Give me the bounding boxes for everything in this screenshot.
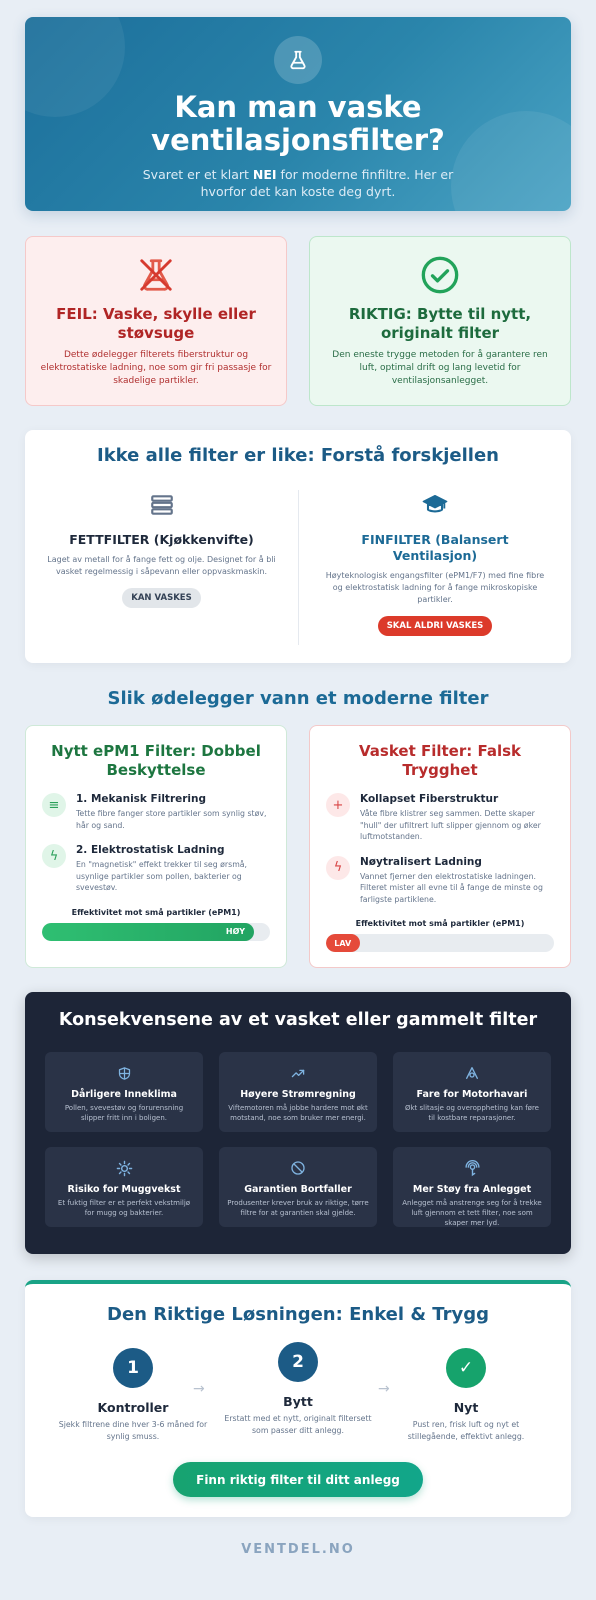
efficiency-label: Effektivitet mot små partikler (ePM1): [71, 907, 241, 917]
new-filter-title: Nytt ePM1 Filter: Dobbel Beskyttelse: [51, 742, 261, 779]
consequence-title: Høyere Strømregning: [240, 1089, 356, 1100]
ban-icon: [227, 1159, 369, 1177]
point-title: 1. Mekanisk Filtrering: [76, 793, 207, 805]
grease-filter-column: [25, 490, 298, 608]
solution-title: Den Riktige Løsningen: Enkel & Trygg: [107, 1304, 489, 1325]
consequence-card: [45, 1147, 203, 1227]
sun-icon: [53, 1159, 195, 1177]
new-filter-card: [25, 725, 287, 968]
list-item: [326, 792, 554, 843]
step-text: Erstatt med et nytt, originalt filtersett som passer ditt anlegg.: [224, 1414, 372, 1435]
filter-types-section: [25, 430, 571, 663]
tap-icon: [401, 1159, 543, 1177]
wrong-method-card: [25, 236, 287, 406]
point-text: Tette fibre fanger store partikler som synlig støv, hår og sand.: [76, 809, 267, 830]
consequences-grid: [45, 1052, 551, 1227]
efficiency-label: Effektivitet mot små partikler (ePM1): [355, 919, 525, 928]
fine-filter-title: FINFILTER (Balansert Ventilasjon): [361, 532, 509, 563]
bolt-icon: ϟ: [42, 844, 66, 868]
fine-filter-column: [298, 490, 571, 645]
can-wash-badge: KAN VASKES: [122, 588, 200, 608]
crossed-flask-icon: [136, 255, 176, 295]
point-text: En "magnetisk" effekt trekker til seg ørsmå, usynlige partikler som pollen, bakterier og svevestøv.: [76, 860, 248, 892]
wrong-text: Dette ødelegger filterets fiberstruktur og elektrostatiske ladning, noe som gir fri passasje for skadelige partikler.: [40, 350, 272, 386]
consequence-title: Garantien Bortfaller: [244, 1184, 352, 1195]
arrow-icon: →: [193, 1381, 205, 1397]
efficiency-fill-low: LAV: [326, 934, 360, 952]
consequence-text: Viftemotoren må jobbe hardere mot økt motstand, noe som bruker mer energi.: [228, 1104, 368, 1122]
consequence-title: Dårligere Inneklima: [71, 1089, 177, 1100]
grease-filter-title: FETTFILTER (Kjøkkenvifte): [69, 532, 254, 547]
page-title: Kan man vaske ventilasjonsfilter?: [151, 90, 445, 157]
lines-icon: ≡: [42, 793, 66, 817]
washed-filter-card: [309, 725, 571, 968]
point-title: Nøytralisert Ladning: [360, 855, 482, 868]
consequence-title: Fare for Motorhavari: [416, 1089, 528, 1100]
consequence-text: Et fuktig filter er et perfekt vekstmiljø for mugg og bakterier.: [57, 1199, 191, 1217]
arrow-icon: →: [378, 1381, 390, 1397]
footer-brand[interactable]: VENTDEL.NO: [241, 1542, 355, 1557]
shield-icon: [53, 1064, 195, 1082]
consequence-title: Mer Støy fra Anlegget: [412, 1184, 532, 1195]
list-item: [326, 855, 554, 906]
point-title: Kollapset Fiberstruktur: [360, 793, 499, 805]
consequence-card: [45, 1052, 203, 1132]
consequence-text: Produsenter krever bruk av riktige, tørre filtre for at garantien skal gjelde.: [227, 1199, 369, 1217]
fine-filter-text: Høyteknologisk engangsfilter (ePM1/F7) med fine fibre og elektrostatisk ladning for å fange mikroskopiske partikler.: [325, 571, 545, 604]
step-replace: [223, 1342, 373, 1436]
step-title: Kontroller: [97, 1400, 169, 1415]
washed-filter-title: Vasket Filter: Falsk Trygghet: [358, 742, 521, 779]
step-check: [58, 1348, 208, 1442]
efficiency-fill-high: HØY: [42, 923, 254, 941]
efficiency-bar: [42, 923, 270, 941]
plus-icon: +: [326, 793, 350, 817]
step-title: Bytt: [283, 1394, 313, 1409]
consequence-card: [219, 1147, 377, 1227]
point-title: 2. Elektrostatisk Ladning: [76, 844, 225, 856]
graduation-cap-icon: [420, 490, 450, 520]
step-number: 1: [113, 1348, 153, 1388]
efficiency-bar: [326, 934, 554, 952]
point-text: Vannet fjerner den elektrostatiske ladningen. Filteret mister all evne til å fange de minste og farligste partiklene.: [360, 871, 543, 904]
right-title: RIKTIG: Bytte til nytt, originalt filter: [348, 305, 532, 342]
right-method-card: [309, 236, 571, 406]
list-item: [42, 792, 270, 831]
step-number: 2: [278, 1342, 318, 1382]
water-section-title: Slik ødelegger vann et moderne filter: [107, 688, 489, 709]
step-text: Pust ren, frisk luft og nyt et stillegående, effektivt anlegg.: [407, 1420, 525, 1441]
solution-section: [25, 1280, 571, 1517]
types-title: Ikke alle filter er like: Forstå forskjellen: [97, 445, 499, 466]
wrong-title: FEIL: Vaske, skylle eller støvsuge: [56, 305, 256, 342]
consequence-text: Anlegget må anstrenge seg for å trekke luft gjennom et tett filter, noe som skaper mer lyd.: [402, 1199, 542, 1227]
find-filter-button[interactable]: Finn riktig filter til ditt anlegg: [173, 1462, 423, 1497]
never-wash-badge: SKAL ALDRI VASKES: [378, 616, 493, 636]
bolt-off-icon: ϟ: [326, 856, 350, 880]
step-number: ✓: [446, 1348, 486, 1388]
hero-banner: [25, 17, 571, 211]
flask-icon: [274, 36, 322, 84]
consequence-text: Pollen, svevestøv og forurensning slipper fritt inn i boligen.: [64, 1104, 184, 1122]
list-item: [42, 843, 270, 894]
layers-icon: [147, 490, 177, 520]
trend-up-icon: [227, 1064, 369, 1082]
consequence-text: Økt slitasje og overoppheting kan føre til kostbare reparasjoner.: [404, 1104, 539, 1122]
warning-icon: [401, 1064, 543, 1082]
check-circle-icon: [420, 255, 460, 295]
consequence-card: [393, 1052, 551, 1132]
step-text: Sjekk filtrene dine hver 3-6 måned for synlig smuss.: [58, 1420, 208, 1441]
point-text: Våte fibre klistrer seg sammen. Dette skaper "hull" der ufiltrert luft slipper gjennom og øker luftmotstanden.: [360, 809, 541, 841]
step-enjoy: [391, 1348, 541, 1442]
grease-filter-text: Laget av metall for å fange fett og olje. Designet for å bli vasket regelmessig i såpevann eller oppvaskmaskin.: [47, 555, 276, 576]
hero-subtitle: Svaret er et klart NEI for moderne finfiltre. Her er hvorfor det kan koste deg dyrt.: [142, 167, 454, 199]
right-text: Den eneste trygge metoden for å garantere ren luft, optimal drift og lang levetid for ventilasjonsanlegget.: [332, 350, 548, 386]
consequence-title: Risiko for Muggvekst: [67, 1184, 181, 1195]
consequence-card: [219, 1052, 377, 1132]
consequences-title: Konsekvensene av et vasket eller gammelt filter: [58, 1010, 538, 1030]
step-title: Nyt: [453, 1400, 479, 1415]
consequence-card: [393, 1147, 551, 1227]
consequences-section: [25, 992, 571, 1254]
